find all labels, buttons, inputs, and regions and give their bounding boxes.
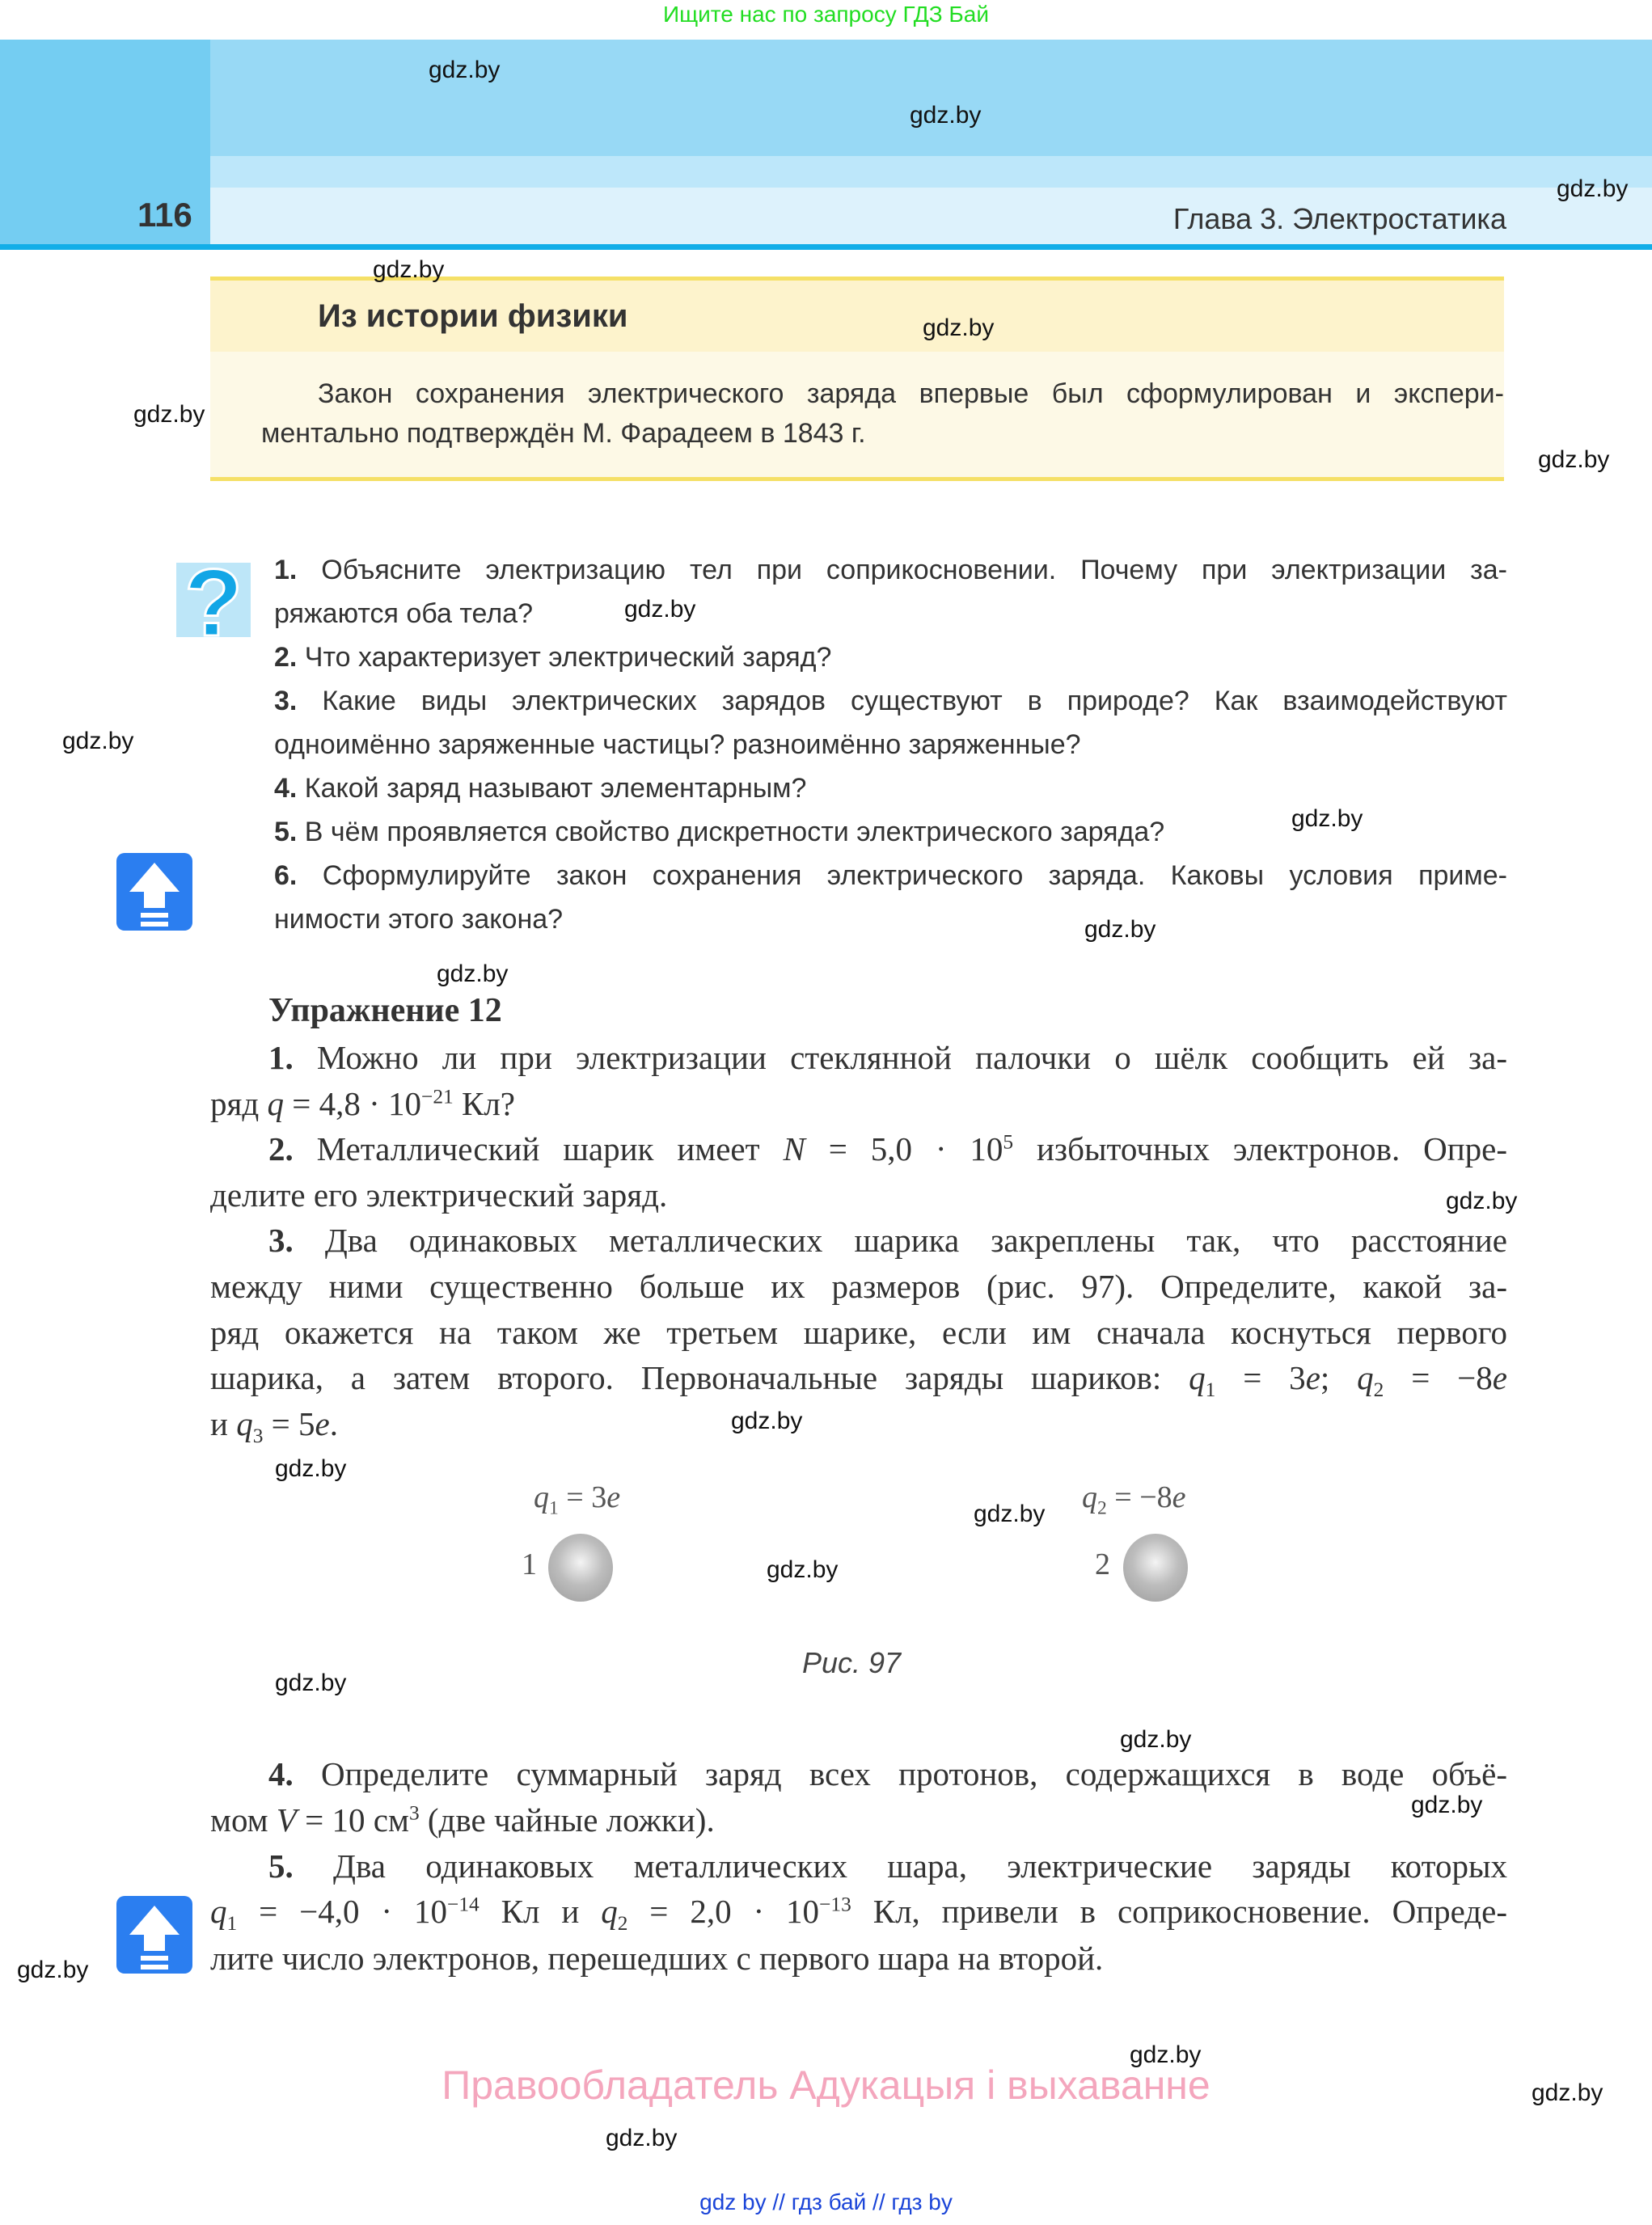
text-segment: Сформулируйте закон сохранения электрического заряда. Каковы условия приме-	[297, 860, 1507, 891]
text-segment: ;	[1320, 1359, 1358, 1396]
text-segment: q	[210, 1893, 227, 1930]
text-segment: N	[783, 1130, 805, 1167]
text-segment: .	[329, 1405, 338, 1442]
text-segment: (две чайные ложки).	[419, 1801, 715, 1839]
figure-caption: Рис. 97	[801, 1646, 902, 1679]
text-line	[210, 1847, 1507, 1885]
text-segment: = 5	[263, 1405, 315, 1442]
item-number: 3.	[274, 686, 298, 716]
text-segment: между ними существенно больше их размеров (рис. 97). Определите, какой за-	[210, 1268, 1507, 1305]
header-band-top	[210, 40, 1652, 156]
text-segment: ряжаются оба тела?	[274, 598, 533, 629]
text-line	[210, 1267, 1507, 1306]
text-segment: Кл и	[479, 1893, 602, 1930]
item-number: 4.	[274, 773, 298, 804]
text-segment: Металлический шарик имеет	[293, 1130, 784, 1167]
upload-arrow-icon[interactable]	[115, 851, 194, 932]
text-segment: = 5,0 · 10	[805, 1130, 1003, 1167]
text-segment: e	[1492, 1359, 1507, 1396]
text-segment: Кл?	[453, 1085, 516, 1122]
text-segment: 1	[1205, 1378, 1216, 1402]
text-line	[274, 773, 1507, 804]
exercise-title: Упражнение 12	[268, 992, 502, 1029]
text-segment: и	[210, 1405, 237, 1442]
history-text-line: Закон сохранения электрического заряда впервые был сформулирован и экспери-	[318, 378, 1504, 409]
watermark-text: gdz.by	[1084, 916, 1156, 943]
text-segment: делите его электрический заряд.	[210, 1176, 668, 1214]
charge-value: = −8	[1106, 1480, 1172, 1514]
metal-ball-1	[548, 1534, 613, 1602]
text-line	[274, 729, 1507, 761]
search-hint-banner: Ищите нас по запросу ГДЗ Бай	[662, 2, 990, 27]
text-segment: Кл, привели в соприкосновение. Опреде-	[851, 1893, 1507, 1930]
watermark-text: gdz.by	[275, 1455, 347, 1482]
footer-links[interactable]: gdz by // гдз бай // гдз by	[699, 2189, 953, 2214]
watermark-text: gdz.by	[133, 401, 205, 428]
charge-symbol: q	[1082, 1480, 1097, 1514]
text-segment: −21	[421, 1085, 454, 1108]
text-segment: 3	[408, 1801, 420, 1825]
svg-text:?: ?	[184, 556, 243, 647]
item-number: 2.	[274, 642, 298, 673]
watermark-text: gdz.by	[1557, 175, 1629, 202]
watermark-text: gdz.by	[62, 728, 134, 754]
text-segment: e	[1305, 1359, 1320, 1396]
item-number: 6.	[274, 860, 298, 891]
watermark-text: gdz.by	[1120, 1726, 1192, 1753]
text-segment: = 3	[1215, 1359, 1306, 1396]
text-segment: Какие виды электрических зарядов существуют в природе? Как взаимодействуют	[297, 686, 1507, 716]
chapter-title: Глава 3. Электростатика	[1172, 202, 1506, 235]
text-segment: −13	[819, 1893, 851, 1916]
item-number: 4.	[268, 1755, 294, 1792]
text-line	[274, 860, 1507, 892]
watermark-text: gdz.by	[17, 1957, 89, 1983]
text-line	[274, 686, 1507, 717]
text-line	[210, 1176, 1507, 1214]
history-title: Из истории физики	[318, 298, 628, 334]
watermark-text: gdz.by	[767, 1556, 839, 1583]
text-line	[274, 555, 1507, 586]
charge-unit: e	[1172, 1480, 1186, 1514]
header-divider	[0, 244, 1652, 250]
text-segment: q	[1357, 1359, 1374, 1396]
charge-value: = 3	[558, 1480, 607, 1514]
rights-holder-notice: Правообладатель Адукацыя і выхаванне	[442, 2062, 1210, 2108]
text-segment: шарика, а затем второго. Первоначальные заряды шариков:	[210, 1359, 1189, 1396]
ball2-charge-label	[1082, 1480, 1186, 1519]
watermark-text: gdz.by	[429, 57, 501, 83]
text-segment: q	[601, 1893, 618, 1930]
watermark-text: gdz.by	[275, 1670, 347, 1696]
text-line	[210, 1129, 1507, 1168]
text-segment: = 10 см	[296, 1801, 409, 1839]
text-line	[274, 598, 1507, 630]
text-segment: = 2,0 · 10	[627, 1893, 820, 1930]
text-line	[274, 642, 1507, 673]
text-segment: лите число электронов, перешедших с первого шара на второй.	[210, 1940, 1104, 1977]
watermark-text: gdz.by	[974, 1501, 1046, 1527]
text-segment: q	[236, 1405, 253, 1442]
watermark-text: gdz.by	[606, 2125, 678, 2151]
upload-arrow-icon[interactable]	[115, 1894, 194, 1975]
text-segment: e	[315, 1405, 330, 1442]
page-number: 116	[137, 196, 192, 234]
text-line	[210, 1358, 1507, 1402]
ball2-number: 2	[1095, 1547, 1110, 1581]
text-segment: q	[267, 1085, 284, 1122]
text-segment: Объясните электризацию тел при соприкосновении. Почему при электризации за-	[297, 555, 1507, 585]
watermark-text: gdz.by	[624, 596, 696, 623]
text-segment: избыточных электронов. Опре-	[1013, 1130, 1507, 1167]
text-segment: 5	[1003, 1130, 1014, 1154]
item-number: 3.	[268, 1222, 294, 1259]
text-segment: Что характеризует электрический заряд?	[297, 642, 832, 673]
text-line	[274, 904, 1507, 935]
watermark-text: gdz.by	[910, 102, 982, 129]
text-segment: 2	[617, 1912, 628, 1936]
text-segment: = −4,0 · 10	[237, 1893, 447, 1930]
watermark-text: gdz.by	[1532, 2079, 1603, 2106]
item-number: 5.	[268, 1847, 294, 1885]
item-number: 1.	[268, 1039, 294, 1076]
watermark-text: gdz.by	[1538, 446, 1610, 473]
text-line	[210, 1038, 1507, 1077]
history-box	[210, 277, 1504, 481]
text-segment: Какой заряд называют элементарным?	[297, 773, 807, 804]
ball1-charge-label	[534, 1480, 621, 1519]
text-segment: Два одинаковых металлических шара, электрические заряды которых	[293, 1847, 1507, 1885]
watermark-text: gdz.by	[1130, 2041, 1202, 2068]
text-segment: ряд окажется на таком же третьем шарике, если им сначала коснуться первого	[210, 1314, 1507, 1351]
watermark-text: gdz.by	[923, 315, 995, 341]
charge-unit: e	[606, 1480, 621, 1514]
text-segment: нимости этого закона?	[274, 904, 564, 935]
text-line	[210, 1404, 1507, 1448]
watermark-text: gdz.by	[731, 1408, 803, 1434]
text-line	[210, 1754, 1507, 1793]
text-segment: Можно ли при электризации стеклянной палочки о шёлк сообщить ей за-	[293, 1039, 1507, 1076]
item-number: 5.	[274, 817, 298, 847]
text-segment: Два одинаковых металлических шарика закреплены так, что расстояние	[293, 1222, 1507, 1259]
text-segment: q	[1189, 1359, 1206, 1396]
history-text-line: ментально подтверждён М. Фарадеем в 1843 г.	[261, 418, 866, 449]
text-segment: Определите суммарный заряд всех протонов, содержащихся в воде объё-	[293, 1755, 1507, 1792]
text-line	[210, 1801, 1507, 1839]
header-band-middle	[210, 156, 1652, 188]
watermark-text: gdz.by	[373, 256, 445, 283]
metal-ball-2	[1123, 1534, 1188, 1602]
text-segment: 3	[252, 1425, 264, 1448]
text-segment: 2	[1373, 1378, 1384, 1402]
item-number: 1.	[274, 555, 298, 585]
text-segment: = 4,8 · 10	[283, 1085, 421, 1122]
text-line	[210, 1892, 1507, 1936]
ball1-number: 1	[522, 1547, 537, 1581]
watermark-text: gdz.by	[1411, 1792, 1483, 1818]
text-segment: одноимённо заряженные частицы? разноимённо заряженные?	[274, 729, 1081, 760]
watermark-text: gdz.by	[1446, 1188, 1518, 1214]
item-number: 2.	[268, 1130, 294, 1167]
charge-subscript: 1	[549, 1497, 559, 1519]
question-mark-icon	[176, 556, 251, 647]
text-segment: В чём проявляется свойство дискретности электрического заряда?	[297, 817, 1165, 847]
text-segment: −14	[446, 1893, 480, 1916]
watermark-text: gdz.by	[1291, 805, 1363, 832]
text-line	[210, 1939, 1507, 1978]
text-segment: 1	[226, 1912, 238, 1936]
text-line	[210, 1221, 1507, 1260]
charge-subscript: 2	[1097, 1497, 1107, 1519]
text-segment: мом	[210, 1801, 277, 1839]
charge-symbol: q	[534, 1480, 549, 1514]
text-segment: V	[276, 1801, 297, 1839]
text-line	[210, 1313, 1507, 1352]
text-segment: = −8	[1384, 1359, 1493, 1396]
text-line	[210, 1084, 1507, 1123]
watermark-text: gdz.by	[437, 961, 509, 987]
text-segment: ряд	[210, 1085, 268, 1122]
